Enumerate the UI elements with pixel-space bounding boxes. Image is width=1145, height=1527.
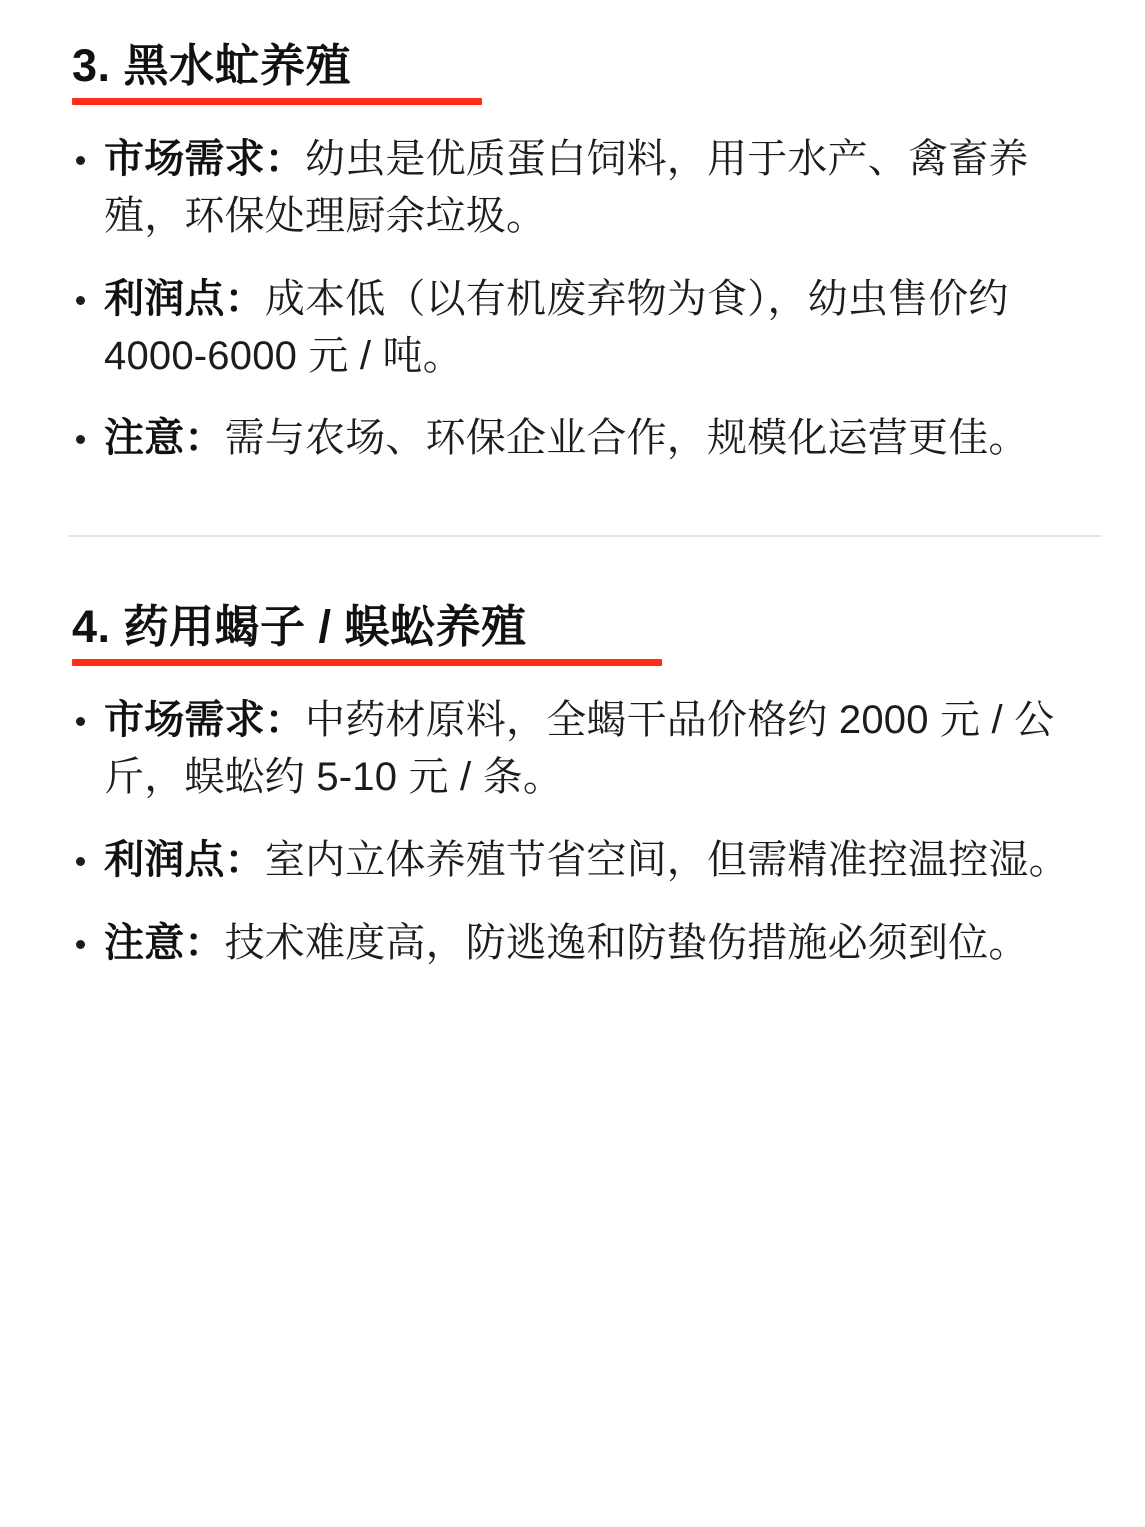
- list-item: [62, 692, 1105, 806]
- section-divider: [68, 535, 1101, 537]
- bullet-text: 需与农场、环保企业合作，规模化运营更佳。: [224, 416, 1029, 461]
- list-item: [62, 410, 1105, 467]
- list-item: [62, 271, 1105, 385]
- bullet-label: 注意：: [104, 920, 225, 965]
- bullet-text: 幼虫是优质蛋白饲料，用于水产、禽畜养殖，环保处理厨余垃圾。: [104, 137, 1029, 239]
- bullet-text: 技术难度高，防逃逸和防蛰伤措施必须到位。: [224, 920, 1029, 965]
- section-heading: 4. 药用蝎子 / 蜈蚣养殖: [72, 601, 527, 653]
- bullet-label: 注意：: [104, 416, 225, 461]
- bullet-dot-icon: [76, 857, 85, 866]
- section-black-soldier-fly: [62, 38, 1105, 467]
- section-scorpion-centipede: [62, 599, 1105, 971]
- bullet-label: 市场需求：: [104, 698, 305, 743]
- list-item: [62, 832, 1105, 889]
- bullet-dot-icon: [76, 296, 85, 305]
- bullet-list: [62, 131, 1105, 467]
- bullet-dot-icon: [76, 940, 85, 949]
- bullet-dot-icon: [76, 156, 85, 165]
- bullet-text: 室内立体养殖节省空间，但需精准控温控湿。: [264, 838, 1069, 883]
- bullet-label: 利润点：: [104, 276, 265, 321]
- bullet-dot-icon: [76, 717, 85, 726]
- list-item: [62, 131, 1105, 245]
- bullet-label: 利润点：: [104, 838, 265, 883]
- bullet-text: 中药材原料，全蝎干品价格约 2000 元 / 公斤，蜈蚣约 5-10 元 / 条。: [104, 698, 1055, 800]
- bullet-dot-icon: [76, 435, 85, 444]
- section-heading: 3. 黑水虻养殖: [72, 40, 352, 91]
- list-item: [62, 915, 1105, 972]
- bullet-list: [62, 692, 1105, 971]
- bullet-text: 成本低（以有机废弃物为食），幼虫售价约 4000-6000 元 / 吨。: [104, 276, 1009, 378]
- bullet-label: 市场需求：: [104, 137, 305, 182]
